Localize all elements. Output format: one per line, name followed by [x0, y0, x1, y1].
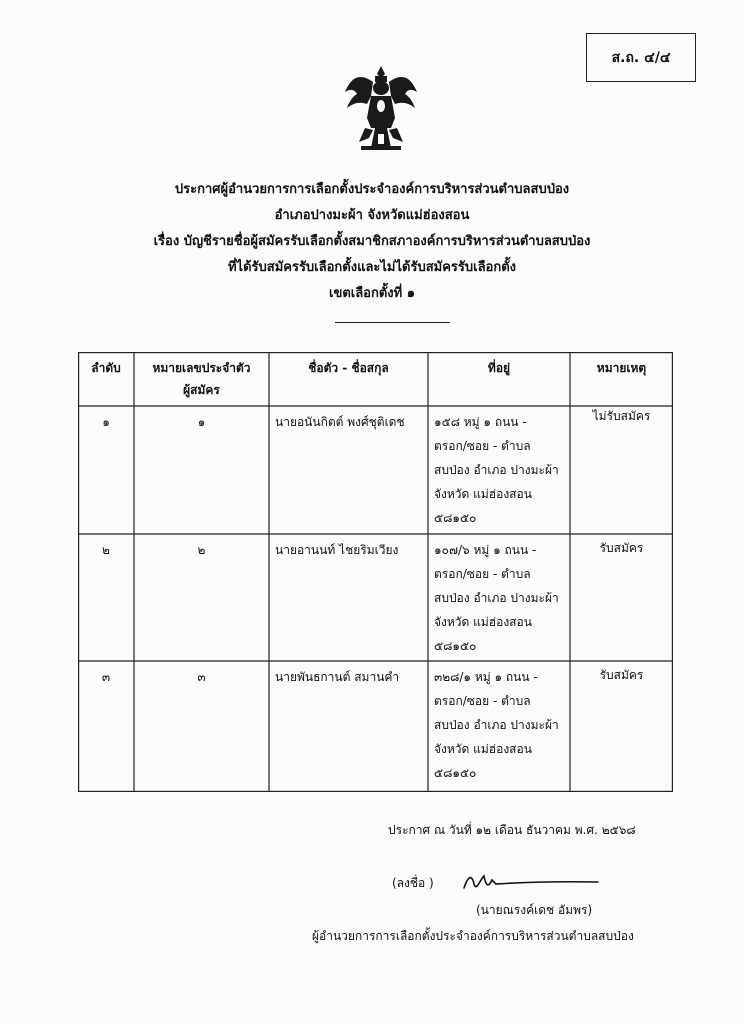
heading-line-3: เรื่อง บัญชีรายชื่อผู้สมัครรับเลือกตั้งสมาชิกสภาองค์การบริหารส่วนตำบลสบป่อง	[153, 234, 591, 249]
row-3-name: นายพันธกานต์ สมานคำ	[275, 670, 400, 684]
row-2-address-line4: จังหวัด แม่ฮ่องสอน	[434, 615, 532, 629]
header-address: ที่อยู่	[487, 361, 511, 375]
row-3-number: ๓	[197, 670, 206, 684]
header-number-line2: ผู้สมัคร	[183, 383, 220, 397]
row-2-address-line1: ๑๐๗/๖ หมู่ ๑ ถนน -	[434, 543, 537, 557]
row-2-address-line2: ตรอก/ซอย - ตำบล	[434, 567, 531, 581]
row-2-address-line5: ๕๘๑๕๐	[434, 639, 477, 653]
row-1-address-line3: สบป่อง อำเภอ ปางมะผ้า	[434, 463, 559, 477]
heading-divider	[335, 322, 450, 323]
candidate-table	[78, 352, 673, 792]
row-1-order: ๑	[102, 415, 110, 429]
row-2-address-line3: สบป่อง อำเภอ ปางมะผ้า	[434, 591, 559, 605]
row-3-address-line3: สบป่อง อำเภอ ปางมะผ้า	[434, 718, 559, 732]
row-2-order: ๒	[102, 543, 110, 557]
signer-name: (นายณรงค์เดช อัมพร)	[476, 903, 593, 917]
header-name: ชื่อตัว - ชื่อสกุล	[308, 361, 389, 375]
row-1-name: นายอนันกิตต์ พงศ์ชุติเดช	[275, 415, 405, 429]
garuda-emblem-icon	[341, 62, 421, 154]
heading-line-5: เขตเลือกตั้งที่ ๑	[329, 286, 415, 301]
row-1-address-line4: จังหวัด แม่ฮ่องสอน	[434, 487, 532, 501]
signer-title: ผู้อำนวยการการเลือกตั้งประจำองค์การบริหารส่วนตำบลสบป่อง	[312, 929, 634, 943]
heading-line-2: อำเภอปางมะผ้า จังหวัดแม่ฮ่องสอน	[274, 208, 470, 223]
row-3-remark: รับสมัคร	[599, 668, 644, 682]
header-remark: หมายเหตุ	[596, 361, 647, 375]
heading-line-1: ประกาศผู้อำนวยการการเลือกตั้งประจำองค์การบริหารส่วนตำบลสบป่อง	[174, 182, 570, 197]
row-1-address-line1: ๑๕๘ หมู่ ๑ ถนน -	[434, 415, 527, 429]
row-1-remark: ไม่รับสมัคร	[592, 409, 651, 423]
row-3-order: ๓	[101, 670, 111, 684]
heading-line-4: ที่ได้รับสมัครรับเลือกตั้งและไม่ได้รับสมัครรับเลือกตั้ง	[227, 260, 517, 275]
signed-label: (ลงชื่อ )	[392, 876, 434, 890]
row-2-number: ๒	[197, 543, 206, 557]
row-2-name: นายอานนท์ ไชยริมเวียง	[275, 543, 399, 557]
announcement-date: ประกาศ ณ วันที่ ๑๒ เดือน ธันวาคม พ.ศ. ๒๕๖๘	[388, 823, 636, 837]
row-3-address-line4: จังหวัด แม่ฮ่องสอน	[434, 742, 532, 756]
row-1-address-line5: ๕๘๑๕๐	[434, 511, 477, 525]
form-code-box	[586, 33, 696, 82]
header-order: ลำดับ	[91, 361, 121, 375]
row-3-address-line1: ๓๒๘/๑ หมู่ ๑ ถนน -	[434, 670, 538, 684]
form-code: ส.ถ. ๔/๔	[611, 49, 671, 66]
header-number-line1: หมายเลขประจำตัว	[152, 361, 251, 375]
row-1-address-line2: ตรอก/ซอย - ตำบล	[434, 439, 531, 453]
row-3-address-line5: ๕๘๑๕๐	[434, 766, 477, 780]
row-1-number: ๑	[197, 415, 206, 429]
row-2-remark: รับสมัคร	[599, 541, 644, 555]
signature-icon	[462, 866, 602, 896]
row-3-address-line2: ตรอก/ซอย - ตำบล	[434, 694, 531, 708]
